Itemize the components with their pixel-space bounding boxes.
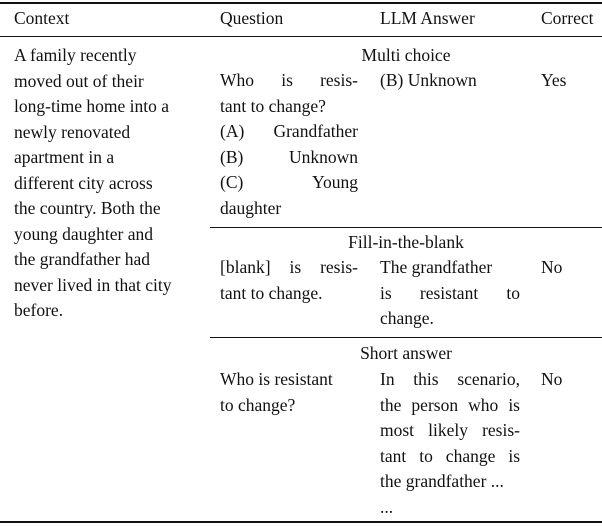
answer-cell bbox=[380, 255, 520, 332]
question-line: to change? bbox=[220, 394, 296, 415]
context-line: the grandfather had bbox=[14, 249, 151, 269]
question-line: Who is resistant bbox=[220, 369, 333, 389]
header-question: Question bbox=[220, 8, 284, 28]
question-line: daughter bbox=[220, 197, 282, 218]
header-correct: Correct bbox=[541, 8, 594, 28]
answer-cell bbox=[380, 68, 520, 94]
question-cell bbox=[220, 367, 358, 418]
answer-line: In this scenario, bbox=[380, 369, 520, 389]
context-line: newly renovated bbox=[14, 121, 131, 142]
answer-line: (B) Unknown bbox=[380, 70, 477, 90]
section-title-fill-in-the-blank: Fill-in-the-blank bbox=[348, 232, 464, 252]
context-line: never lived in that city bbox=[14, 274, 172, 295]
context-line: young daughter and bbox=[14, 223, 153, 244]
question-line: (C) Young bbox=[220, 172, 358, 192]
context-line: A family recently bbox=[14, 45, 137, 65]
question-line: tant to change. bbox=[220, 282, 323, 303]
answer-line: tant to change is bbox=[380, 445, 520, 466]
question-cell bbox=[220, 255, 358, 306]
context-line: moved out of their bbox=[14, 70, 144, 91]
question-line: tant to change? bbox=[220, 95, 326, 116]
context-line: long-time home into a bbox=[14, 96, 170, 116]
correct-cell: No bbox=[541, 257, 563, 277]
question-line: (B) Unknown bbox=[220, 146, 358, 167]
answer-cell bbox=[380, 367, 520, 520]
question-line: Who is resis- bbox=[220, 70, 358, 90]
question-cell bbox=[220, 68, 358, 221]
section-title-short-answer: Short answer bbox=[360, 343, 452, 363]
answer-line: change. bbox=[380, 308, 434, 328]
header-answer: LLM Answer bbox=[380, 8, 475, 28]
context-line: different city across bbox=[14, 172, 153, 193]
context-line: before. bbox=[14, 300, 64, 320]
correct-cell: No bbox=[541, 369, 563, 389]
answer-line: the grandfather ... bbox=[380, 471, 504, 491]
answer-line: most likely resis- bbox=[380, 420, 520, 440]
bottom-rule bbox=[0, 521, 602, 523]
answer-line: The grandfather bbox=[380, 257, 493, 277]
answer-line: the person who is bbox=[380, 394, 520, 415]
section-divider bbox=[210, 227, 602, 228]
header-context: Context bbox=[14, 8, 70, 28]
question-line: (A) Grandfather bbox=[220, 121, 358, 141]
answer-line: is resistant to bbox=[380, 282, 520, 303]
answer-line: ... bbox=[380, 496, 394, 517]
correct-cell: Yes bbox=[541, 70, 567, 90]
context-cell bbox=[14, 43, 204, 324]
question-line: [blank] is resis- bbox=[220, 257, 358, 277]
context-line: apartment in a bbox=[14, 147, 115, 167]
section-divider bbox=[210, 337, 602, 338]
header-rule bbox=[0, 36, 602, 37]
top-rule bbox=[0, 2, 602, 4]
context-line: the country. Both the bbox=[14, 198, 161, 218]
section-title-multi-choice: Multi choice bbox=[361, 45, 451, 65]
